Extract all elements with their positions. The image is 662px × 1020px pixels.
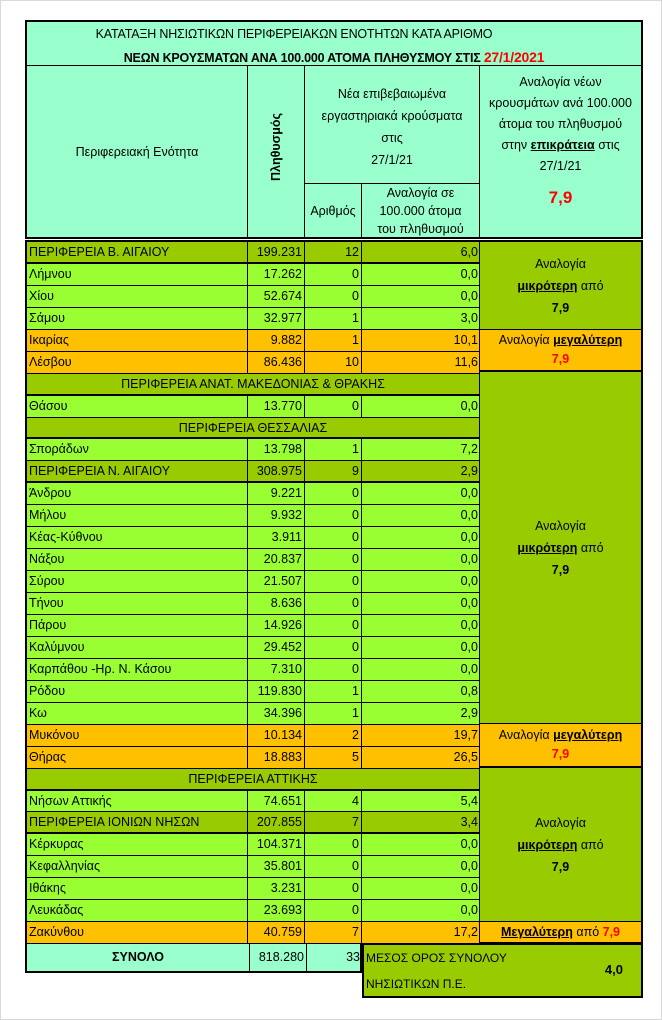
header-new-cases-date: 27/1/21: [371, 152, 413, 167]
region-row: [25, 242, 481, 264]
table-row: [25, 264, 481, 286]
table-row: [25, 747, 481, 769]
side-note-emph: μικρότερη: [517, 278, 578, 293]
side-note-label: Αναλογία: [535, 518, 586, 533]
side-note-label: Αναλογία: [535, 256, 586, 271]
table-row: [25, 637, 481, 659]
unit-name: Λευκάδας: [25, 900, 248, 921]
side-note-line2: [517, 537, 603, 559]
average-label-line1: ΜΕΣΟΣ ΟΡΟΣ ΣΥΝΟΛΟΥ: [366, 951, 507, 965]
population: 104.371: [248, 834, 305, 855]
population: 34.396: [248, 703, 305, 724]
total-row: [25, 944, 362, 973]
population: 17.262: [248, 264, 305, 285]
population: 9.221: [248, 483, 305, 504]
case-ratio: 10,1: [362, 330, 481, 351]
case-count: 7: [305, 812, 362, 832]
case-ratio: 0,8: [362, 681, 481, 702]
case-ratio: 0,0: [362, 637, 481, 658]
table-row: [25, 505, 481, 527]
header-new-cases-line2: εργαστηριακά κρούσματα: [321, 108, 463, 123]
header-mainland-value: 7,9: [548, 188, 573, 207]
unit-name: Κεφαλληνίας: [25, 856, 248, 877]
header-mainland-l4c: στις: [598, 138, 620, 152]
table-row: [25, 593, 481, 615]
population: 10.134: [248, 725, 305, 746]
case-count: 0: [305, 593, 362, 614]
table-row: [25, 330, 481, 352]
unit-name: Λέσβου: [25, 352, 248, 373]
case-ratio: 6,0: [362, 242, 481, 262]
region-row: [25, 461, 481, 483]
population: 119.830: [248, 681, 305, 702]
case-ratio: 0,0: [362, 571, 481, 592]
side-note-emph: μικρότερη: [517, 837, 578, 852]
header-new-cases: [305, 66, 480, 184]
population: 7.310: [248, 659, 305, 680]
case-ratio: 0,0: [362, 593, 481, 614]
total-label: ΣΥΝΟΛΟ: [27, 944, 250, 971]
case-count: 0: [305, 527, 362, 548]
side-note-high-1: [480, 330, 643, 372]
case-ratio: 0,0: [362, 264, 481, 285]
case-ratio: 7,2: [362, 439, 481, 460]
case-ratio: 0,0: [362, 286, 481, 307]
case-count: 0: [305, 637, 362, 658]
population: 199.231: [248, 242, 305, 262]
case-ratio: 2,9: [362, 703, 481, 724]
table-row: [25, 483, 481, 505]
side-note-line1: [499, 726, 622, 745]
unit-name: Άνδρου: [25, 483, 248, 504]
header-count-label: Αριθμός: [310, 204, 356, 218]
side-note-text: από: [577, 837, 604, 852]
case-ratio: 3,0: [362, 308, 481, 329]
section-header-row: [25, 418, 481, 439]
header-new-cases-line1: Νέα επιβεβαιωμένα: [337, 86, 447, 101]
population: 308.975: [248, 461, 305, 481]
section-title: ΠΕΡΙΦΕΡΕΙΑ ΑΤΤΙΚΗΣ: [25, 769, 481, 789]
table-row: [25, 922, 481, 944]
side-note-low-2: [480, 372, 643, 724]
header-population: [248, 66, 305, 238]
case-count: 0: [305, 615, 362, 636]
case-count: 10: [305, 352, 362, 373]
total-population: 818.280: [250, 944, 307, 971]
table-row: [25, 549, 481, 571]
side-note-high-3: [480, 922, 643, 944]
header-mainland-line1: Αναλογία νέων: [519, 75, 602, 89]
region-row: [25, 812, 481, 834]
population: 86.436: [248, 352, 305, 373]
side-note-value: 7,9: [602, 925, 621, 939]
unit-name: Καρπάθου -Ηρ. Ν. Κάσου: [25, 659, 248, 680]
case-count: 0: [305, 856, 362, 877]
header-mainland-line2: κρουσμάτων ανά 100.000: [489, 96, 632, 110]
header-mainland-line4: [501, 135, 619, 156]
case-count: 0: [305, 396, 362, 417]
population: 18.883: [248, 747, 305, 768]
case-ratio: 0,0: [362, 834, 481, 855]
unit-name: ΠΕΡΙΦΕΡΕΙΑ ΙΟΝΙΩΝ ΝΗΣΩΝ: [25, 812, 248, 832]
case-count: 0: [305, 659, 362, 680]
case-count: 9: [305, 461, 362, 481]
unit-name: Μυκόνου: [25, 725, 248, 746]
unit-name: Σύρου: [25, 571, 248, 592]
header-ratio-line2: 100.000 άτομα: [379, 204, 462, 218]
table-row: [25, 703, 481, 725]
unit-name: Πάρου: [25, 615, 248, 636]
case-ratio: 0,0: [362, 615, 481, 636]
side-note-value: 7,9: [551, 300, 570, 315]
population: 8.636: [248, 593, 305, 614]
average-value: 4,0: [604, 962, 623, 977]
case-count: 1: [305, 703, 362, 724]
table-row: [25, 571, 481, 593]
unit-name: Κέρκυρας: [25, 834, 248, 855]
side-note-text: από: [577, 278, 604, 293]
case-count: 1: [305, 681, 362, 702]
side-note-line2: [517, 834, 603, 856]
header-mainland-line3: άτομα του πληθυσμού: [498, 117, 623, 131]
side-note-text: από: [572, 925, 603, 939]
table-row: [25, 659, 481, 681]
unit-name: Ιθάκης: [25, 878, 248, 899]
table-row: [25, 439, 481, 461]
header-mainland-date: 27/1/21: [539, 159, 582, 173]
case-ratio: 0,0: [362, 659, 481, 680]
table-row: [25, 396, 481, 418]
header-unit: [25, 66, 248, 238]
side-note-line1: [499, 331, 622, 350]
case-count: 0: [305, 483, 362, 504]
case-count: 5: [305, 747, 362, 768]
header-new-cases-line3: στις: [381, 130, 403, 145]
title-line-2-text: ΝΕΩΝ ΚΡΟΥΣΜΑΤΩΝ ΑΝΑ 100.000 ΑΤΟΜΑ ΠΛΗΘΥΣΜΟΥ ΣΤΙΣ: [123, 51, 481, 65]
unit-name: Χίου: [25, 286, 248, 307]
unit-name: Καλύμνου: [25, 637, 248, 658]
case-count: 7: [305, 922, 362, 943]
side-note-low-1: [480, 242, 643, 330]
case-ratio: 26,5: [362, 747, 481, 768]
table-row: [25, 308, 481, 330]
population: 9.932: [248, 505, 305, 526]
population: 52.674: [248, 286, 305, 307]
section-header-row: [25, 374, 481, 396]
unit-name: Ζακύνθου: [25, 922, 248, 943]
case-ratio: 11,6: [362, 352, 481, 373]
header-population-label: Πληθυσμός: [269, 113, 284, 181]
unit-name: Ρόδου: [25, 681, 248, 702]
header-ratio-line3: του πληθυσμού: [377, 222, 464, 236]
table-row: [25, 527, 481, 549]
unit-name: ΠΕΡΙΦΕΡΕΙΑ Β. ΑΙΓΑΙΟΥ: [25, 242, 248, 262]
side-note-emph: Μεγαλύτερη: [500, 925, 573, 939]
case-ratio: 0,0: [362, 505, 481, 526]
side-note-low-3: [480, 768, 643, 922]
table-row: [25, 725, 481, 747]
table-row: [25, 856, 481, 878]
case-count: 0: [305, 834, 362, 855]
section-title: ΠΕΡΙΦΕΡΕΙΑ ΑΝΑΤ. ΜΑΚΕΔΟΝΙΑΣ & ΘΡΑΚΗΣ: [25, 374, 481, 394]
side-note-emph: μικρότερη: [517, 540, 578, 555]
table-title: [25, 20, 643, 66]
population: 14.926: [248, 615, 305, 636]
case-ratio: 0,0: [362, 527, 481, 548]
side-note-high-2: [480, 724, 643, 768]
unit-name: Νάξου: [25, 549, 248, 570]
unit-name: Θήρας: [25, 747, 248, 768]
case-ratio: 0,0: [362, 549, 481, 570]
section-header-row: [25, 769, 481, 791]
case-ratio: 0,0: [362, 900, 481, 921]
title-line-1: ΚΑΤΑΤΑΞΗ ΝΗΣΙΩΤΙΚΩΝ ΠΕΡΙΦΕΡΕΙΑΚΩΝ ΕΝΟΤΗΤΩΝ ΚΑΤΑ ΑΡΙΘΜΟ: [95, 27, 493, 41]
case-count: 0: [305, 505, 362, 526]
unit-name: Μήλου: [25, 505, 248, 526]
case-ratio: 5,4: [362, 791, 481, 811]
case-ratio: 2,9: [362, 461, 481, 481]
unit-name: Θάσου: [25, 396, 248, 417]
table-row: [25, 615, 481, 637]
case-count: 0: [305, 878, 362, 899]
case-count: 0: [305, 549, 362, 570]
population: 40.759: [248, 922, 305, 943]
population: 32.977: [248, 308, 305, 329]
population: 207.855: [248, 812, 305, 832]
total-count: 33: [346, 950, 360, 964]
case-count: 1: [305, 330, 362, 351]
case-count: 1: [305, 308, 362, 329]
case-count: 4: [305, 791, 362, 811]
header-count: [305, 184, 362, 238]
table-row: [25, 352, 481, 374]
unit-name: Ικαρίας: [25, 330, 248, 351]
side-note-label: Αναλογία: [498, 333, 554, 347]
unit-name: Σάμου: [25, 308, 248, 329]
case-ratio: 3,4: [362, 812, 481, 832]
side-note-text: από: [577, 540, 604, 555]
unit-name: ΠΕΡΙΦΕΡΕΙΑ Ν. ΑΙΓΑΙΟΥ: [25, 461, 248, 481]
population: 20.837: [248, 549, 305, 570]
table-row: [25, 878, 481, 900]
section-title: ΠΕΡΙΦΕΡΕΙΑ ΘΕΣΣΑΛΙΑΣ: [25, 418, 481, 437]
case-count: 0: [305, 900, 362, 921]
side-note-value: 7,9: [551, 747, 570, 761]
population: 74.651: [248, 791, 305, 811]
side-note-value: 7,9: [551, 562, 570, 577]
header-ratio: [362, 184, 480, 238]
case-count: 0: [305, 571, 362, 592]
side-note-line2: [517, 275, 603, 297]
side-note-label: Αναλογία: [535, 815, 586, 830]
table-row: [25, 681, 481, 703]
population: 35.801: [248, 856, 305, 877]
unit-name: Λήμνου: [25, 264, 248, 285]
side-note-value: 7,9: [551, 352, 570, 366]
header-mainland: [480, 66, 643, 238]
population: 13.798: [248, 439, 305, 460]
case-ratio: 17,2: [362, 922, 481, 943]
table-row: [25, 286, 481, 308]
case-count: 12: [305, 242, 362, 262]
header-ratio-line1: Αναλογία σε: [386, 186, 455, 200]
header-mainland-l4b: επικράτεια: [530, 138, 595, 152]
case-count: 0: [305, 264, 362, 285]
case-count: 0: [305, 286, 362, 307]
side-note-emph: μεγαλύτερη: [553, 333, 623, 347]
header-mainland-l4a: στην: [501, 138, 528, 152]
unit-name: Σποράδων: [25, 439, 248, 460]
population: 3.231: [248, 878, 305, 899]
population: 21.507: [248, 571, 305, 592]
table-row: [25, 791, 481, 812]
average-box: [362, 944, 643, 998]
side-note-label: Αναλογία: [498, 728, 554, 742]
table-row: [25, 900, 481, 922]
case-ratio: 19,7: [362, 725, 481, 746]
unit-name: Κέας-Κύθνου: [25, 527, 248, 548]
population: 13.770: [248, 396, 305, 417]
table-row: [25, 834, 481, 856]
unit-name: Τήνου: [25, 593, 248, 614]
population: 23.693: [248, 900, 305, 921]
population: 9.882: [248, 330, 305, 351]
unit-name: Νήσων Αττικής: [25, 791, 248, 811]
title-date: 27/1/2021: [483, 49, 545, 65]
case-ratio: 0,0: [362, 856, 481, 877]
title-line-2: [27, 49, 641, 65]
side-note-value: 7,9: [551, 859, 570, 874]
population: 29.452: [248, 637, 305, 658]
case-ratio: 0,0: [362, 396, 481, 417]
header-unit-label: Περιφερειακή Ενότητα: [75, 145, 199, 159]
average-label-line2: ΝΗΣΙΩΤΙΚΩΝ Π.Ε.: [366, 977, 467, 991]
population: 3.911: [248, 527, 305, 548]
case-ratio: 0,0: [362, 483, 481, 504]
case-count: 2: [305, 725, 362, 746]
unit-name: Κω: [25, 703, 248, 724]
case-count: 1: [305, 439, 362, 460]
case-ratio: 0,0: [362, 878, 481, 899]
side-note-emph: μεγαλύτερη: [553, 728, 623, 742]
